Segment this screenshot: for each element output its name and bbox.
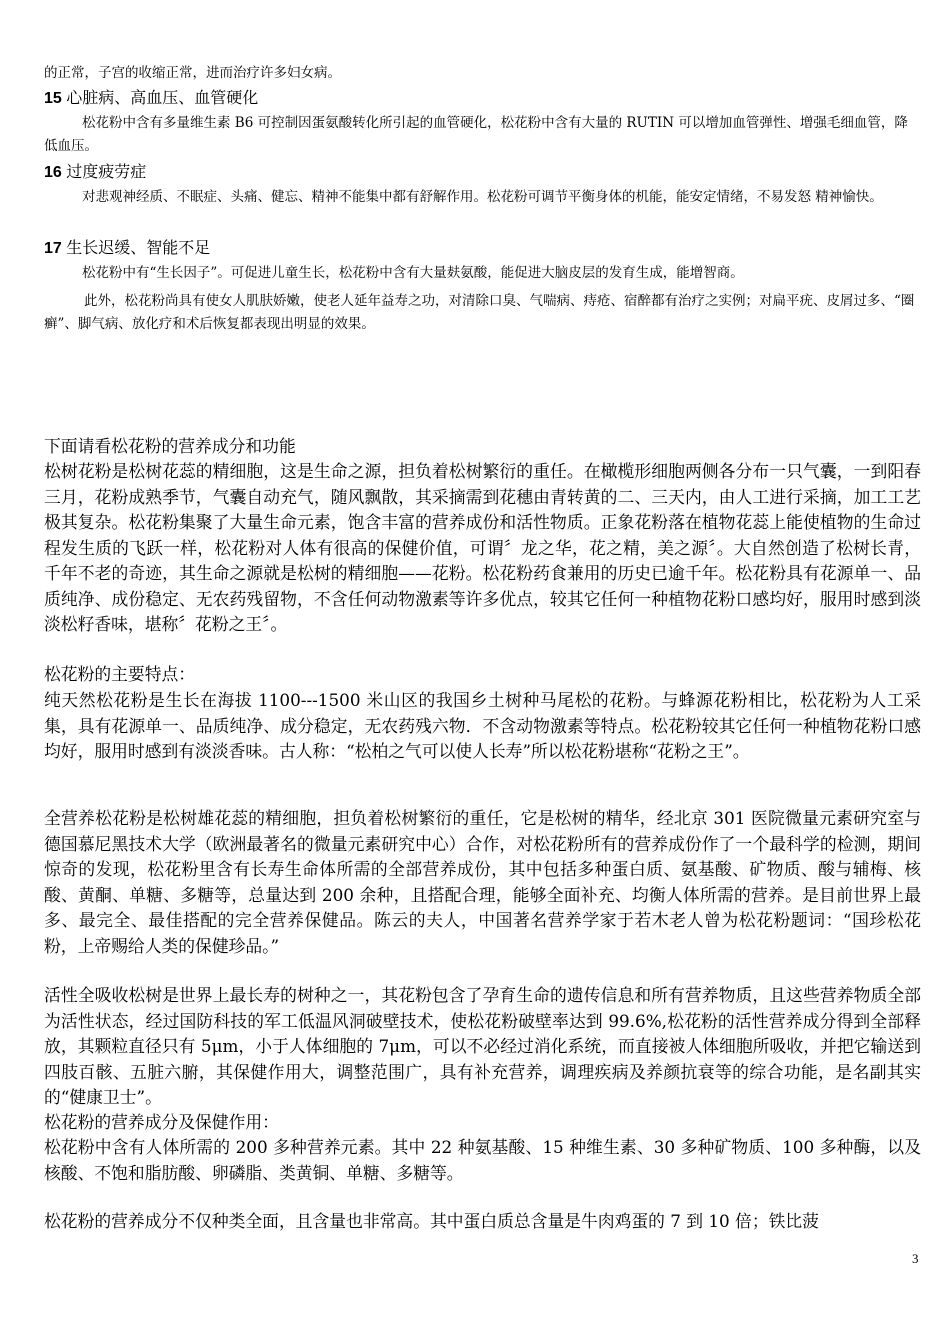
page-number: 3	[912, 1251, 919, 1266]
heading-text: 心脏病、高血压、血管硬化	[66, 90, 259, 107]
paragraph-full-nutrition: 全营养松花粉是松树雄花蕊的精细胞，担负着松树繁衍的重任，它是松树的精华，经北京 301 医院微量元素研究室与德国慕尼黑技术大学（欧洲最著名的微量元素研究中心）合作，对松花粉所有的营养成份作了一个最科学的检测，期间惊奇的发现，松花粉里含有长寿生命体所需的全部营养成份，其中包括多种蛋白质、氨基酸、矿物质、酸与辅梅、核酸、黄酮、单糖、多糖等，总量达到 200 余种，且搭配合理，能够全面补充、均衡人体所需的营养。是目前世界上最多、最完全、最佳搭配的完全营养保健品。陈云的夫人，中国著名营养学家于若木老人曾为松花粉题词：“国珍松花粉，上帝赐给人类的保健珍品。”	[44, 808, 921, 956]
heading-number: 15	[44, 90, 62, 107]
paragraph-additional-effects: 此外，松花粉尚具有使女人肌肤娇嫩，使老人延年益寿之功，对清除口臭、气喘病、痔疮、宿醉都有治疗之实例；对扁平疣、皮屑过多、“圈癣”、脚气病、放化疗和术后恢复都表现出明显的效果。	[44, 293, 915, 332]
heading-text: 过度疲劳症	[66, 164, 147, 181]
heading-text: 生长迟缓、智能不足	[66, 240, 211, 257]
paragraph-pollen-intro: 松树花粉是松树花蕊的精细胞，这是生命之源，担负着松树繁衍的重任。在橄榄形细胞两侧各分布一只气囊，一到阳春三月，花粉成熟季节，气囊自动充气，随风飘散，其采摘需到花穗由青转黄的二、三天内，由人工进行采摘，加工工艺极其复杂。松花粉集聚了大量生命元素，饱含丰富的营养成份和活性物质。正象花粉落在植物花蕊上能使植物的生命过程发生质的飞跃一样，松花粉对人体有很高的保健价值，可谓〞龙之华，花之精，美之源〞。大自然创造了松树长青，千年不老的奇迹，其生命之源就是松树的精细胞——花粉。松花粉药食兼用的历史已逾千年。松花粉具有花源单一、品质纯净、成份稳定、无农药残留物，不含任何动物激素等许多优点，较其它任何一种植物花粉口感均好，服用时感到淡淡松籽香味，堪称〞花粉之王〞。	[44, 461, 921, 634]
paragraph-continued: 的正常，子宫的收缩正常，进而治疗许多妇女病。	[44, 65, 341, 81]
paragraph-16: 对悲观神经质、不眠症、头痛、健忘、精神不能集中都有舒解作用。松花粉可调节平衡身体的机能，能安定情绪，不易发怒 精神愉快。	[82, 189, 883, 205]
heading-number: 16	[44, 164, 62, 181]
paragraph-nutrition-elements: 松花粉中含有人体所需的 200 多种营养元素。其中 22 种氨基酸、15 种维生素、30 多种矿物质、100 多种酶，以及核酸、不饱和脂肪酸、卵磷脂、类黄铜、单糖、多糖等。	[44, 1137, 921, 1183]
paragraph-17: 松花粉中有“生长因子”。可促进儿童生长，松花粉中含有大量麸氨酸，能促进大脑皮层的发育生成，能增智商。	[82, 265, 744, 281]
section-intro-title: 下面请看松花粉的营养成分和功能	[44, 436, 296, 456]
paragraph-active-absorption: 活性全吸收松树是世界上最长寿的树种之一，其花粉包含了孕育生命的遗传信息和所有营养物质，且这些营养物质全部为活性状态，经过国防科技的军工低温风洞破壁技术，使松花粉破壁率达到 99.6%,松花粉的活性营养成分得到全部释放，其颗粒直径只有 5μm，小于人体细胞的 7μm，可以不必经过消化系统，而直接被人体细胞所吸收，并把它输送到四肢百骸、五脏六腑，其保健作用大，调整范围广，具有补充营养，调理疾病及养颜抗衰等的综合功能，是名副其实的“健康卫士”。	[44, 985, 921, 1107]
heading-number: 17	[44, 240, 62, 257]
nutrition-title: 松花粉的营养成分及保健作用：	[44, 1112, 279, 1132]
paragraph-nutrition-content: 松花粉的营养成分不仅种类全面，且含量也非常高。其中蛋白质总含量是牛肉鸡蛋的 7 到 10 倍；铁比菠	[44, 1211, 819, 1231]
section-heading-15	[44, 89, 258, 109]
paragraph-features: 纯天然松花粉是生长在海拔 1100---1500 米山区的我国乡土树种马尾松的花粉。与蜂源花粉相比，松花粉为人工采集，具有花源单一、品质纯净、成分稳定，无农药残六物．不含动物激素等特点。松花粉较其它任何一种植物花粉口感均好，服用时感到有淡淡香味。古人称：“松柏之气可以使人长寿”所以松花粉堪称“花粉之王”。	[44, 690, 921, 761]
features-title: 松花粉的主要特点：	[44, 664, 196, 684]
section-heading-17	[44, 239, 210, 259]
paragraph-15: 松花粉中含有多量维生素 B6 可控制因蛋氨酸转化所引起的血管硬化，松花粉中含有大量的 RUTIN 可以增加血管弹性、增强毛细血管，降低血压。	[44, 115, 908, 154]
section-heading-16	[44, 163, 146, 183]
